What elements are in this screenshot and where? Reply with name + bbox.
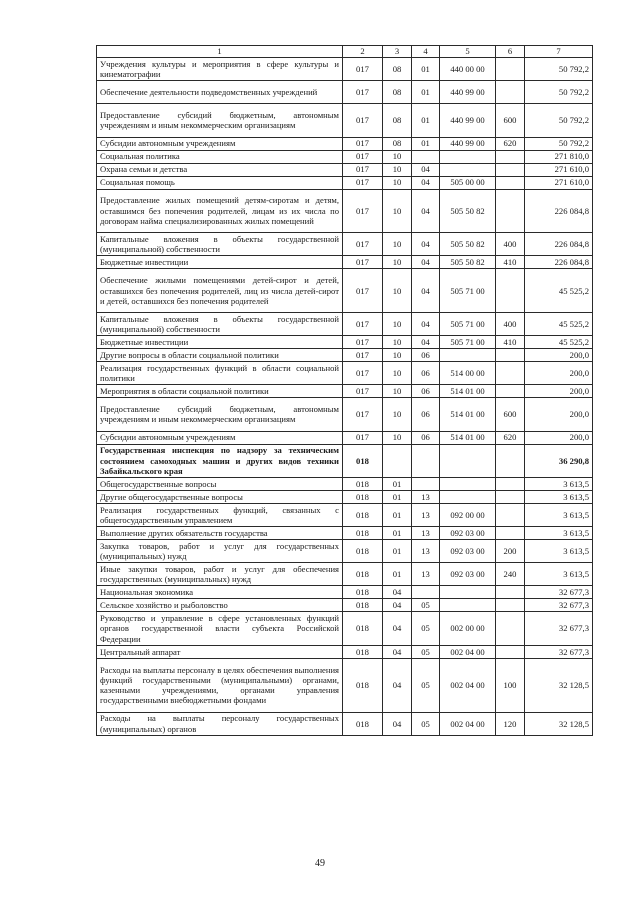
row-amount: 32 677,3 (525, 645, 593, 658)
row-subsection-code: 06 (412, 398, 440, 431)
row-target-code (440, 586, 496, 599)
row-section-code: 01 (383, 478, 412, 491)
table-row (97, 256, 593, 269)
row-target-code (440, 349, 496, 362)
row-subsection-code: 04 (412, 233, 440, 256)
row-ministry-code: 018 (343, 586, 383, 599)
row-ministry-code: 017 (343, 176, 383, 189)
header-col-7: 7 (525, 46, 593, 58)
row-section-code: 10 (383, 362, 412, 385)
row-ministry-code: 017 (343, 385, 383, 398)
row-expense-type-code: 620 (496, 431, 525, 444)
row-expense-type-code (496, 444, 525, 477)
row-amount: 32 677,3 (525, 599, 593, 612)
table-row (97, 362, 593, 385)
row-target-code: 440 00 00 (440, 58, 496, 81)
row-subsection-code: 04 (412, 336, 440, 349)
table-row (97, 385, 593, 398)
row-amount: 50 792,2 (525, 58, 593, 81)
row-ministry-code: 018 (343, 658, 383, 712)
row-target-code (440, 150, 496, 163)
row-section-code: 10 (383, 150, 412, 163)
row-subsection-code: 04 (412, 189, 440, 233)
row-target-code: 505 00 00 (440, 176, 496, 189)
row-name: Охрана семьи и детства (97, 163, 343, 176)
table-row (97, 269, 593, 313)
row-section-code: 10 (383, 385, 412, 398)
row-subsection-code: 05 (412, 658, 440, 712)
row-name: Иные закупки товаров, работ и услуг для обеспечения государственных (муниципальных) нужд (97, 563, 343, 586)
row-expense-type-code (496, 58, 525, 81)
row-target-code: 092 03 00 (440, 540, 496, 563)
row-section-code: 10 (383, 398, 412, 431)
table-body (97, 58, 593, 736)
row-amount: 45 525,2 (525, 269, 593, 313)
row-section-code: 04 (383, 658, 412, 712)
header-col-3: 3 (383, 46, 412, 58)
row-amount: 32 677,3 (525, 586, 593, 599)
row-target-code (440, 478, 496, 491)
row-subsection-code: 06 (412, 349, 440, 362)
row-expense-type-code (496, 269, 525, 313)
table-row (97, 563, 593, 586)
row-target-code: 002 04 00 (440, 712, 496, 735)
row-expense-type-code (496, 527, 525, 540)
row-subsection-code: 01 (412, 137, 440, 150)
row-amount: 32 128,5 (525, 712, 593, 735)
row-ministry-code: 018 (343, 478, 383, 491)
row-expense-type-code (496, 645, 525, 658)
row-amount: 50 792,2 (525, 81, 593, 104)
row-subsection-code: 04 (412, 269, 440, 313)
row-section-code: 10 (383, 176, 412, 189)
row-expense-type-code (496, 349, 525, 362)
row-subsection-code: 13 (412, 563, 440, 586)
table-header-row (97, 46, 593, 58)
row-amount: 50 792,2 (525, 104, 593, 137)
row-target-code (440, 491, 496, 504)
row-expense-type-code: 120 (496, 712, 525, 735)
table-row (97, 658, 593, 712)
row-expense-type-code (496, 150, 525, 163)
header-col-5: 5 (440, 46, 496, 58)
table-row (97, 712, 593, 735)
row-subsection-code: 05 (412, 612, 440, 645)
row-ministry-code: 018 (343, 612, 383, 645)
table-row (97, 313, 593, 336)
table-row (97, 540, 593, 563)
row-target-code (440, 599, 496, 612)
row-subsection-code (412, 444, 440, 477)
row-ministry-code: 018 (343, 599, 383, 612)
row-section-code: 04 (383, 586, 412, 599)
table-row (97, 491, 593, 504)
row-amount: 3 613,5 (525, 540, 593, 563)
row-expense-type-code (496, 599, 525, 612)
header-col-4: 4 (412, 46, 440, 58)
row-section-code: 04 (383, 645, 412, 658)
row-name: Реализация государственных функций в области социальной политики (97, 362, 343, 385)
row-expense-type-code: 410 (496, 336, 525, 349)
row-expense-type-code: 620 (496, 137, 525, 150)
row-section-code: 10 (383, 189, 412, 233)
row-amount: 3 613,5 (525, 563, 593, 586)
table-row (97, 349, 593, 362)
row-section-code: 10 (383, 163, 412, 176)
row-ministry-code: 017 (343, 163, 383, 176)
row-amount: 3 613,5 (525, 491, 593, 504)
row-target-code: 002 04 00 (440, 658, 496, 712)
row-expense-type-code (496, 586, 525, 599)
row-amount: 200,0 (525, 349, 593, 362)
row-name: Учреждения культуры и мероприятия в сфере культуры и кинематографии (97, 58, 343, 81)
row-expense-type-code: 600 (496, 398, 525, 431)
row-name: Выполнение других обязательств государства (97, 527, 343, 540)
row-target-code: 440 99 00 (440, 137, 496, 150)
table-row (97, 58, 593, 81)
row-expense-type-code: 600 (496, 104, 525, 137)
row-target-code: 514 01 00 (440, 431, 496, 444)
row-amount: 32 128,5 (525, 658, 593, 712)
row-expense-type-code (496, 504, 525, 527)
row-amount: 50 792,2 (525, 137, 593, 150)
row-target-code: 514 01 00 (440, 385, 496, 398)
row-name: Капитальные вложения в объекты государственной (муниципальной) собственности (97, 233, 343, 256)
row-amount: 3 613,5 (525, 504, 593, 527)
row-subsection-code: 13 (412, 527, 440, 540)
row-subsection-code: 06 (412, 431, 440, 444)
row-target-code: 505 71 00 (440, 313, 496, 336)
table-row (97, 444, 593, 477)
row-expense-type-code: 240 (496, 563, 525, 586)
row-expense-type-code (496, 163, 525, 176)
row-amount: 3 613,5 (525, 527, 593, 540)
row-amount: 226 084,8 (525, 189, 593, 233)
row-amount: 200,0 (525, 362, 593, 385)
row-ministry-code: 017 (343, 58, 383, 81)
row-name: Бюджетные инвестиции (97, 256, 343, 269)
row-subsection-code: 04 (412, 313, 440, 336)
row-name: Руководство и управление в сфере установленных функций органов государственной власти субъекта Российской Федерации (97, 612, 343, 645)
row-subsection-code: 13 (412, 491, 440, 504)
row-subsection-code (412, 150, 440, 163)
row-ministry-code: 017 (343, 431, 383, 444)
row-amount: 200,0 (525, 431, 593, 444)
row-expense-type-code (496, 362, 525, 385)
row-name: Центральный аппарат (97, 645, 343, 658)
row-target-code: 505 71 00 (440, 336, 496, 349)
row-ministry-code: 017 (343, 398, 383, 431)
row-ministry-code: 017 (343, 336, 383, 349)
row-name: Общегосударственные вопросы (97, 478, 343, 491)
row-ministry-code: 017 (343, 313, 383, 336)
table-row (97, 189, 593, 233)
row-target-code: 505 71 00 (440, 269, 496, 313)
row-ministry-code: 017 (343, 349, 383, 362)
row-target-code (440, 163, 496, 176)
row-section-code: 10 (383, 313, 412, 336)
table-row (97, 81, 593, 104)
table-row (97, 645, 593, 658)
table-row (97, 150, 593, 163)
table-row (97, 176, 593, 189)
header-col-2: 2 (343, 46, 383, 58)
row-name: Мероприятия в области социальной политики (97, 385, 343, 398)
table-row (97, 163, 593, 176)
row-section-code: 01 (383, 540, 412, 563)
row-section-code: 10 (383, 256, 412, 269)
row-target-code: 092 00 00 (440, 504, 496, 527)
header-col-6: 6 (496, 46, 525, 58)
row-subsection-code: 05 (412, 599, 440, 612)
row-subsection-code: 04 (412, 163, 440, 176)
row-section-code: 10 (383, 269, 412, 313)
row-section-code: 04 (383, 712, 412, 735)
row-amount: 271 810,0 (525, 150, 593, 163)
row-section-code: 10 (383, 233, 412, 256)
row-section-code: 08 (383, 104, 412, 137)
table-row (97, 233, 593, 256)
row-amount: 45 525,2 (525, 336, 593, 349)
row-name: Предоставление субсидий бюджетным, автономным учреждениям и иным некоммерческим организациям (97, 104, 343, 137)
row-ministry-code: 018 (343, 712, 383, 735)
table-row (97, 527, 593, 540)
row-expense-type-code (496, 176, 525, 189)
row-subsection-code: 01 (412, 81, 440, 104)
table-row (97, 336, 593, 349)
row-expense-type-code (496, 189, 525, 233)
row-amount: 36 290,8 (525, 444, 593, 477)
table-row (97, 612, 593, 645)
row-name: Обеспечение жилыми помещениями детей-сирот и детей, оставшихся без попечения родителей, лиц из числа детей-сирот и детей, оставшихся без попечения родителей (97, 269, 343, 313)
row-name: Капитальные вложения в объекты государственной (муниципальной) собственности (97, 313, 343, 336)
row-expense-type-code (496, 612, 525, 645)
row-target-code (440, 444, 496, 477)
row-ministry-code: 017 (343, 137, 383, 150)
table-row (97, 478, 593, 491)
row-subsection-code: 13 (412, 504, 440, 527)
row-name: Закупка товаров, работ и услуг для государственных (муниципальных) нужд (97, 540, 343, 563)
row-ministry-code: 017 (343, 269, 383, 313)
row-expense-type-code (496, 81, 525, 104)
row-name: Предоставление субсидий бюджетным, автономным учреждениям и иным некоммерческим организациям (97, 398, 343, 431)
row-amount: 45 525,2 (525, 313, 593, 336)
row-subsection-code (412, 478, 440, 491)
row-section-code: 08 (383, 58, 412, 81)
row-name: Расходы на выплаты персоналу в целях обеспечения выполнения функций государственными (муниципальными) органами, казенными учреждениями, органами управления государственными внебюджетными фондами (97, 658, 343, 712)
row-ministry-code: 017 (343, 189, 383, 233)
row-expense-type-code: 410 (496, 256, 525, 269)
row-expense-type-code (496, 385, 525, 398)
row-name: Социальная помощь (97, 176, 343, 189)
row-target-code: 514 00 00 (440, 362, 496, 385)
row-section-code: 10 (383, 349, 412, 362)
row-name: Другие общегосударственные вопросы (97, 491, 343, 504)
row-ministry-code: 017 (343, 81, 383, 104)
budget-table (96, 45, 593, 736)
row-name: Реализация государственных функций, связанных с общегосударственным управлением (97, 504, 343, 527)
row-amount: 271 610,0 (525, 176, 593, 189)
row-amount: 32 677,3 (525, 612, 593, 645)
row-subsection-code (412, 586, 440, 599)
row-target-code: 514 01 00 (440, 398, 496, 431)
row-expense-type-code: 400 (496, 313, 525, 336)
row-section-code: 01 (383, 491, 412, 504)
row-expense-type-code (496, 491, 525, 504)
row-subsection-code: 13 (412, 540, 440, 563)
row-section-code: 01 (383, 527, 412, 540)
row-section-code: 04 (383, 612, 412, 645)
row-amount: 3 613,5 (525, 478, 593, 491)
row-ministry-code: 017 (343, 150, 383, 163)
table-row (97, 104, 593, 137)
row-section-code: 01 (383, 563, 412, 586)
row-amount: 226 084,8 (525, 233, 593, 256)
row-amount: 271 610,0 (525, 163, 593, 176)
row-name: Субсидии автономным учреждениям (97, 137, 343, 150)
header-col-1: 1 (97, 46, 343, 58)
table-row (97, 586, 593, 599)
row-name: Бюджетные инвестиции (97, 336, 343, 349)
row-subsection-code: 05 (412, 645, 440, 658)
row-expense-type-code: 400 (496, 233, 525, 256)
row-section-code: 01 (383, 504, 412, 527)
row-target-code: 505 50 82 (440, 233, 496, 256)
row-ministry-code: 017 (343, 104, 383, 137)
row-amount: 200,0 (525, 385, 593, 398)
row-name: Сельское хозяйство и рыболовство (97, 599, 343, 612)
row-name: Государственная инспекция по надзору за техническим состоянием самоходных машин и других видов техники Забайкальского края (97, 444, 343, 477)
row-subsection-code: 05 (412, 712, 440, 735)
row-ministry-code: 018 (343, 563, 383, 586)
row-section-code: 10 (383, 431, 412, 444)
row-section-code: 08 (383, 137, 412, 150)
row-ministry-code: 018 (343, 645, 383, 658)
row-section-code: 08 (383, 81, 412, 104)
row-name: Обеспечение деятельности подведомственных учреждений (97, 81, 343, 104)
row-name: Национальная экономика (97, 586, 343, 599)
row-section-code: 10 (383, 336, 412, 349)
row-target-code: 440 99 00 (440, 104, 496, 137)
row-amount: 200,0 (525, 398, 593, 431)
row-subsection-code: 04 (412, 176, 440, 189)
row-name: Другие вопросы в области социальной политики (97, 349, 343, 362)
row-ministry-code: 017 (343, 256, 383, 269)
table-row (97, 599, 593, 612)
table-row (97, 504, 593, 527)
row-target-code: 505 50 82 (440, 189, 496, 233)
row-name: Субсидии автономным учреждениям (97, 431, 343, 444)
row-name: Расходы на выплаты персоналу государственных (муниципальных) органов (97, 712, 343, 735)
table-row (97, 398, 593, 431)
row-amount: 226 084,8 (525, 256, 593, 269)
row-subsection-code: 06 (412, 362, 440, 385)
row-ministry-code: 018 (343, 444, 383, 477)
row-target-code: 440 99 00 (440, 81, 496, 104)
row-subsection-code: 01 (412, 58, 440, 81)
table-row (97, 137, 593, 150)
row-ministry-code: 017 (343, 233, 383, 256)
row-expense-type-code: 100 (496, 658, 525, 712)
row-target-code: 002 04 00 (440, 645, 496, 658)
row-name: Предоставление жилых помещений детям-сиротам и детям, оставшимся без попечения родителей, лицам из их числа по договорам найма специализированных жилых помещений (97, 189, 343, 233)
page-number: 49 (315, 858, 325, 869)
row-subsection-code: 04 (412, 256, 440, 269)
row-ministry-code: 018 (343, 504, 383, 527)
row-ministry-code: 017 (343, 362, 383, 385)
row-target-code: 505 50 82 (440, 256, 496, 269)
row-subsection-code: 06 (412, 385, 440, 398)
row-expense-type-code: 200 (496, 540, 525, 563)
row-ministry-code: 018 (343, 491, 383, 504)
row-section-code (383, 444, 412, 477)
row-expense-type-code (496, 478, 525, 491)
row-section-code: 04 (383, 599, 412, 612)
row-ministry-code: 018 (343, 527, 383, 540)
table-row (97, 431, 593, 444)
row-subsection-code: 01 (412, 104, 440, 137)
row-target-code: 092 03 00 (440, 527, 496, 540)
row-target-code: 002 00 00 (440, 612, 496, 645)
row-name: Социальная политика (97, 150, 343, 163)
row-target-code: 092 03 00 (440, 563, 496, 586)
row-ministry-code: 018 (343, 540, 383, 563)
